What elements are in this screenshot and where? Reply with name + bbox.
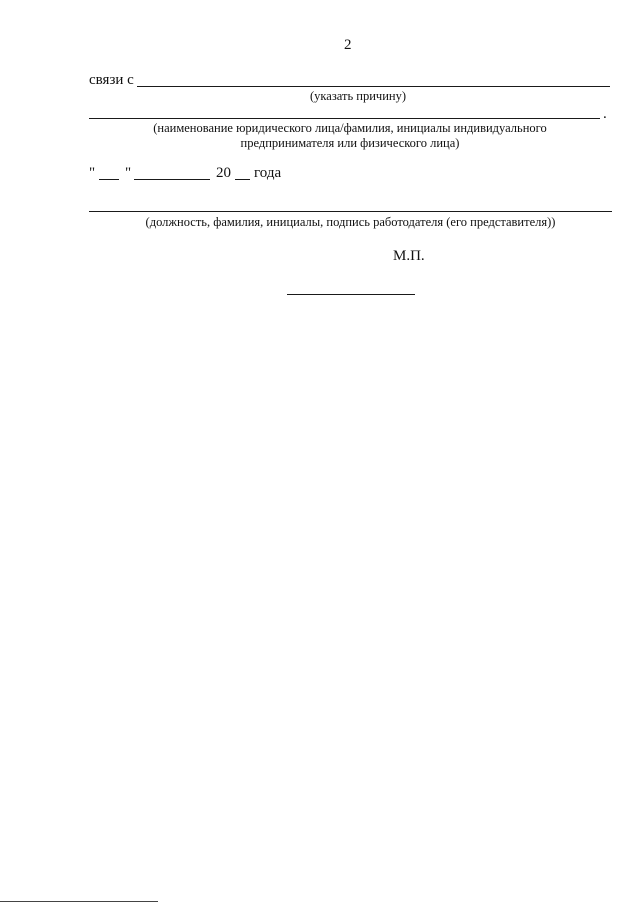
signature-fill-line bbox=[89, 211, 612, 212]
closing-separator-line bbox=[287, 294, 415, 295]
signature-caption: (должность, фамилия, инициалы, подпись работодателя (его представителя)) bbox=[145, 215, 556, 229]
organization-caption-line-2: предпринимателя или физического лица) bbox=[240, 136, 460, 150]
date-year-prefix: 20 bbox=[216, 165, 231, 181]
scan-edge-line bbox=[0, 901, 158, 902]
reason-fill-line bbox=[137, 86, 610, 87]
date-close-quote: " bbox=[125, 165, 132, 181]
reason-prefix: связи с bbox=[89, 72, 134, 88]
date-month-line bbox=[134, 179, 210, 180]
date-year-line bbox=[235, 179, 250, 180]
organization-caption-line-1: (наименование юридического лица/фамилия, инициалы индивидуального bbox=[153, 121, 547, 135]
date-day-line bbox=[99, 179, 119, 180]
page-number: 2 bbox=[344, 37, 352, 53]
organization-trailing-mark: . bbox=[603, 106, 607, 122]
reason-caption: (указать причину) bbox=[309, 89, 406, 103]
organization-fill-line bbox=[89, 118, 600, 119]
date-year-suffix: года bbox=[254, 165, 282, 181]
date-open-quote: " bbox=[89, 165, 96, 181]
stamp-label: М.П. bbox=[393, 248, 425, 264]
